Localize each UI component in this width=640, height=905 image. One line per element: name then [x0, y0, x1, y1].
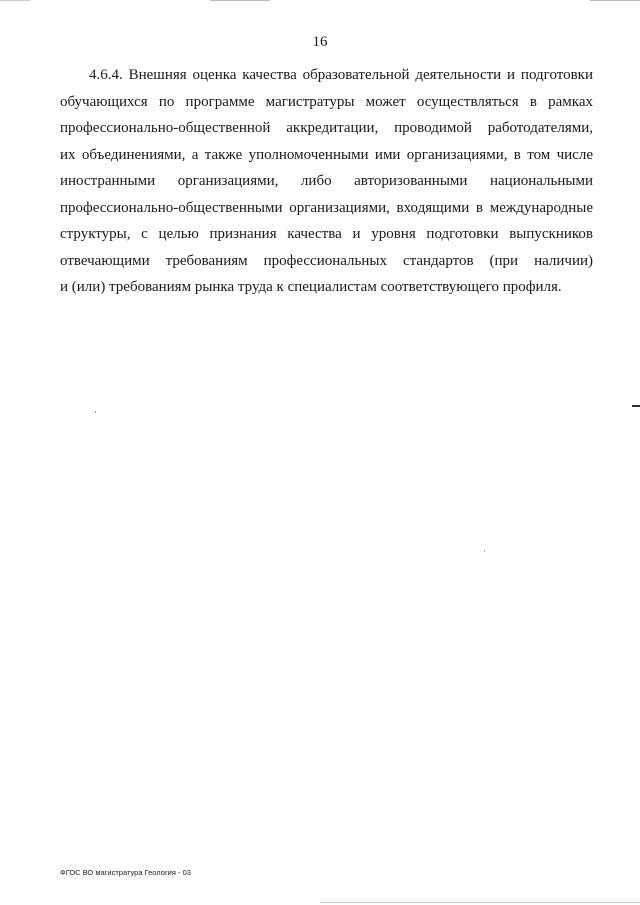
scan-artifact: [590, 0, 640, 1]
paragraph-line: структуры, с целью признания качества и уровня подготовки выпускников: [60, 226, 593, 242]
paragraph-line: и (или) требованиям рынка труда к специалистам соответствующего профиля.: [60, 279, 562, 295]
page-number: 16: [312, 34, 328, 50]
paragraph-line: 4.6.4. Внешняя оценка качества образовательной деятельности и подготовки: [89, 67, 593, 83]
scan-artifact: [632, 405, 640, 407]
paragraph-line: профессионально-общественными организациями, входящими в международные: [60, 199, 593, 216]
body-paragraph: [60, 62, 593, 301]
scan-artifact: [95, 411, 96, 413]
paragraph-line: их объединениями, а также уполномоченными ими организациями, в том числе: [60, 146, 593, 163]
scan-artifact: [320, 902, 640, 903]
document-footer: ФГОС ВО магистратура Геология - 03: [60, 868, 191, 877]
scan-artifact: [0, 0, 30, 1]
paragraph-line: отвечающими требованиям профессиональных стандартов (при наличии): [60, 252, 593, 269]
paragraph-line: иностранными организациями, либо авторизованными национальными: [60, 173, 593, 189]
paragraph-line: обучающихся по программе магистратуры может осуществляться в рамках: [60, 93, 593, 110]
scan-artifact: [484, 550, 485, 552]
scan-artifact: [210, 0, 270, 1]
paragraph-line: профессионально-общественной аккредитации, проводимой работодателями,: [60, 120, 593, 136]
